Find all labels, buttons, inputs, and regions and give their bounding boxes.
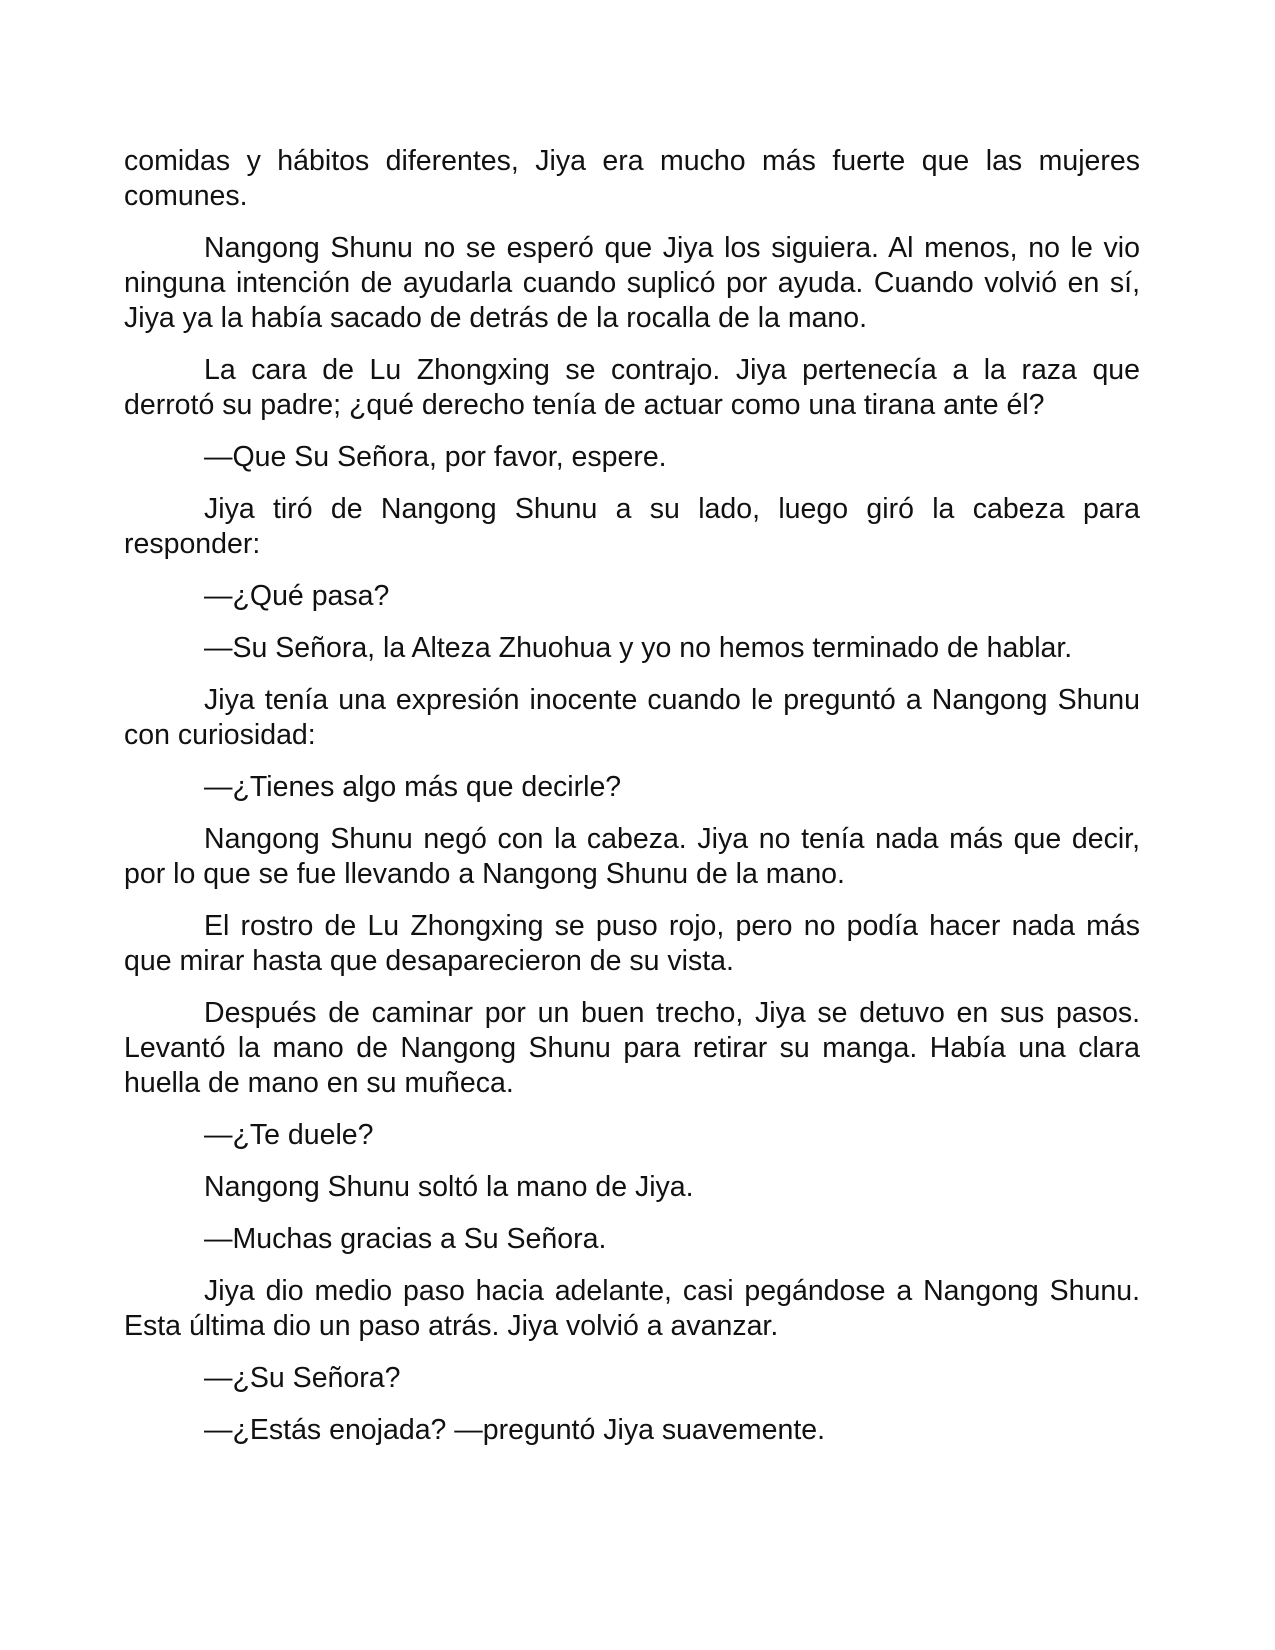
paragraph-7: —Su Señora, la Alteza Zhuohua y yo no hemos terminado de hablar. — [204, 632, 1073, 664]
paragraph-18: —¿Estás enojada? —preguntó Jiya suavemente. — [204, 1414, 826, 1446]
paragraph-16: Jiya dio medio paso hacia adelante, casi pegándose a Nangong Shunu. Esta última dio un paso atrás. Jiya volvió a avanzar. — [124, 1275, 1140, 1342]
paragraph-8: Jiya tenía una expresión inocente cuando le preguntó a Nangong Shunu con curiosidad: — [124, 684, 1140, 751]
paragraph-12: Después de caminar por un buen trecho, Jiya se detuvo en sus pasos. Levantó la mano de Nangong Shunu para retirar su manga. Había una clara huella de mano en su muñeca. — [124, 997, 1140, 1099]
paragraph-17: —¿Su Señora? — [204, 1362, 401, 1394]
paragraph-2: Nangong Shunu no se esperó que Jiya los siguiera. Al menos, no le vio ninguna intención de ayudarla cuando suplicó por ayuda. Cuando volvió en sí, Jiya ya la había sacado de detrás de la rocalla de la mano. — [124, 232, 1140, 334]
paragraph-3: La cara de Lu Zhongxing se contrajo. Jiya pertenecía a la raza que derrotó su padre; ¿qué derecho tenía de actuar como una tirana ante él? — [124, 354, 1140, 421]
paragraph-5: Jiya tiró de Nangong Shunu a su lado, luego giró la cabeza para responder: — [124, 493, 1140, 560]
paragraph-10: Nangong Shunu negó con la cabeza. Jiya no tenía nada más que decir, por lo que se fue llevando a Nangong Shunu de la mano. — [124, 823, 1140, 890]
paragraph-13: —¿Te duele? — [204, 1119, 374, 1151]
paragraph-11: El rostro de Lu Zhongxing se puso rojo, pero no podía hacer nada más que mirar hasta que desaparecieron de su vista. — [124, 910, 1140, 977]
paragraph-9: —¿Tienes algo más que decirle? — [204, 771, 622, 803]
paragraph-1: comidas y hábitos diferentes, Jiya era mucho más fuerte que las mujeres comunes. — [124, 145, 1140, 212]
document-page — [124, 144, 1140, 1465]
paragraph-14: Nangong Shunu soltó la mano de Jiya. — [204, 1171, 694, 1203]
paragraph-15: —Muchas gracias a Su Señora. — [204, 1223, 607, 1255]
paragraph-4: —Que Su Señora, por favor, espere. — [204, 441, 667, 473]
paragraph-6: —¿Qué pasa? — [204, 580, 390, 612]
